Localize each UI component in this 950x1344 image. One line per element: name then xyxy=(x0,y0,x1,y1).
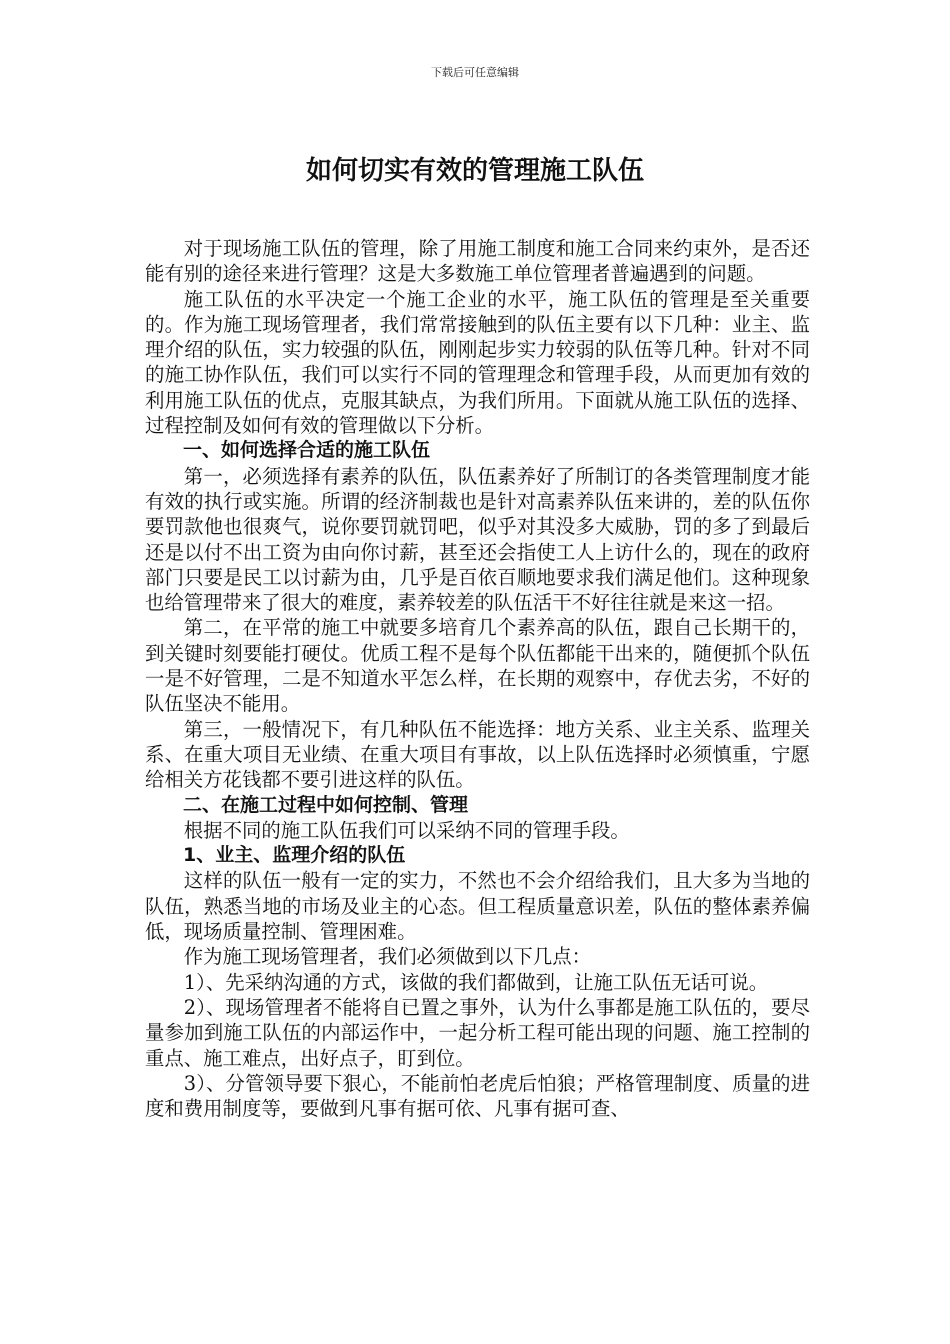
header-note: 下载后可任意编辑 xyxy=(431,66,519,79)
body-paragraph: 施工队伍的水平决定一个施工企业的水平，施工队伍的管理是至关重要的。作为施工现场管理者，我们常常接触到的队伍主要有以下几种：业主、监理介绍的队伍，实力较强的队伍，刚刚起步实力较弱的队伍等几种。针对不同的施工协作队伍，我们可以实行不同的管理理念和管理手段，从而更加有效的利用施工队伍的优点，克服其缺点，为我们所用。下面就从施工队伍的选择、过程控制及如何有效的管理做以下分析。 xyxy=(145,287,810,438)
subsection-heading: 1、业主、监理介绍的队伍 xyxy=(183,844,406,867)
body-paragraph: 作为施工现场管理者，我们必须做到以下几点： xyxy=(183,945,591,969)
list-item: 2）、现场管理者不能将自已置之事外，认为什么事都是施工队伍的，要尽量参加到施工队伍的内部运作中，一起分析工程可能出现的问题、施工控制的重点、施工难点，出好点子，盯到位。 xyxy=(145,995,810,1070)
body-paragraph: 第二，在平常的施工中就要多培育几个素养高的队伍，跟自己长期干的，到关键时刻要能打硬仗。优质工程不是每个队伍都能干出来的，随便抓个队伍一是不好管理，二是不知道水平怎么样，在长期的观察中，存优去劣，不好的队伍坚决不能用。 xyxy=(145,616,810,716)
list-item: 1）、先采纳沟通的方式，该做的我们都做到，让施工队伍无话可说。 xyxy=(183,970,769,994)
document-body xyxy=(145,236,810,1121)
body-paragraph: 这样的队伍一般有一定的实力，不然也不会介绍给我们，且大多为当地的队伍，熟悉当地的市场及业主的心态。但工程质量意识差，队伍的整体素养偏低，现场质量控制、管理困难。 xyxy=(145,869,810,944)
body-paragraph: 第一，必须选择有素养的队伍，队伍素养好了所制订的各类管理制度才能有效的执行或实施。所谓的经济制裁也是针对高素养队伍来讲的，差的队伍你要罚款他也很爽气，说你要罚就罚吧，似乎对其没多大威胁，罚的多了到最后还是以付不出工资为由向你讨薪，甚至还会指使工人上访什么的，现在的政府部门只要是民工以讨薪为由，几乎是百依百顺地要求我们满足他们。这种现象也给管理带来了很大的难度，素养较差的队伍活干不好往往就是来这一招。 xyxy=(145,464,810,615)
document-title: 如何切实有效的管理施工队伍 xyxy=(305,156,644,186)
section-heading: 二、在施工过程中如何控制、管理 xyxy=(183,793,469,816)
body-paragraph: 第三，一般情况下，有几种队伍不能选择：地方关系、业主关系、监理关系、在重大项目无业绩、在重大项目有事故，以上队伍选择时必须慎重，宁愿给相关方花钱都不要引进这样的队伍。 xyxy=(145,717,810,792)
list-item: 3）、分管领导要下狠心，不能前怕老虎后怕狼；严格管理制度、质量的进度和费用制度等，要做到凡事有据可依、凡事有据可查、 xyxy=(145,1071,810,1121)
body-paragraph: 对于现场施工队伍的管理，除了用施工制度和施工合同来约束外，是否还能有别的途径来进行管理？这是大多数施工单位管理者普遍遇到的问题。 xyxy=(145,237,810,286)
body-paragraph: 根据不同的施工队伍我们可以采纳不同的管理手段。 xyxy=(183,818,630,842)
section-heading: 一、如何选择合适的施工队伍 xyxy=(183,439,431,462)
